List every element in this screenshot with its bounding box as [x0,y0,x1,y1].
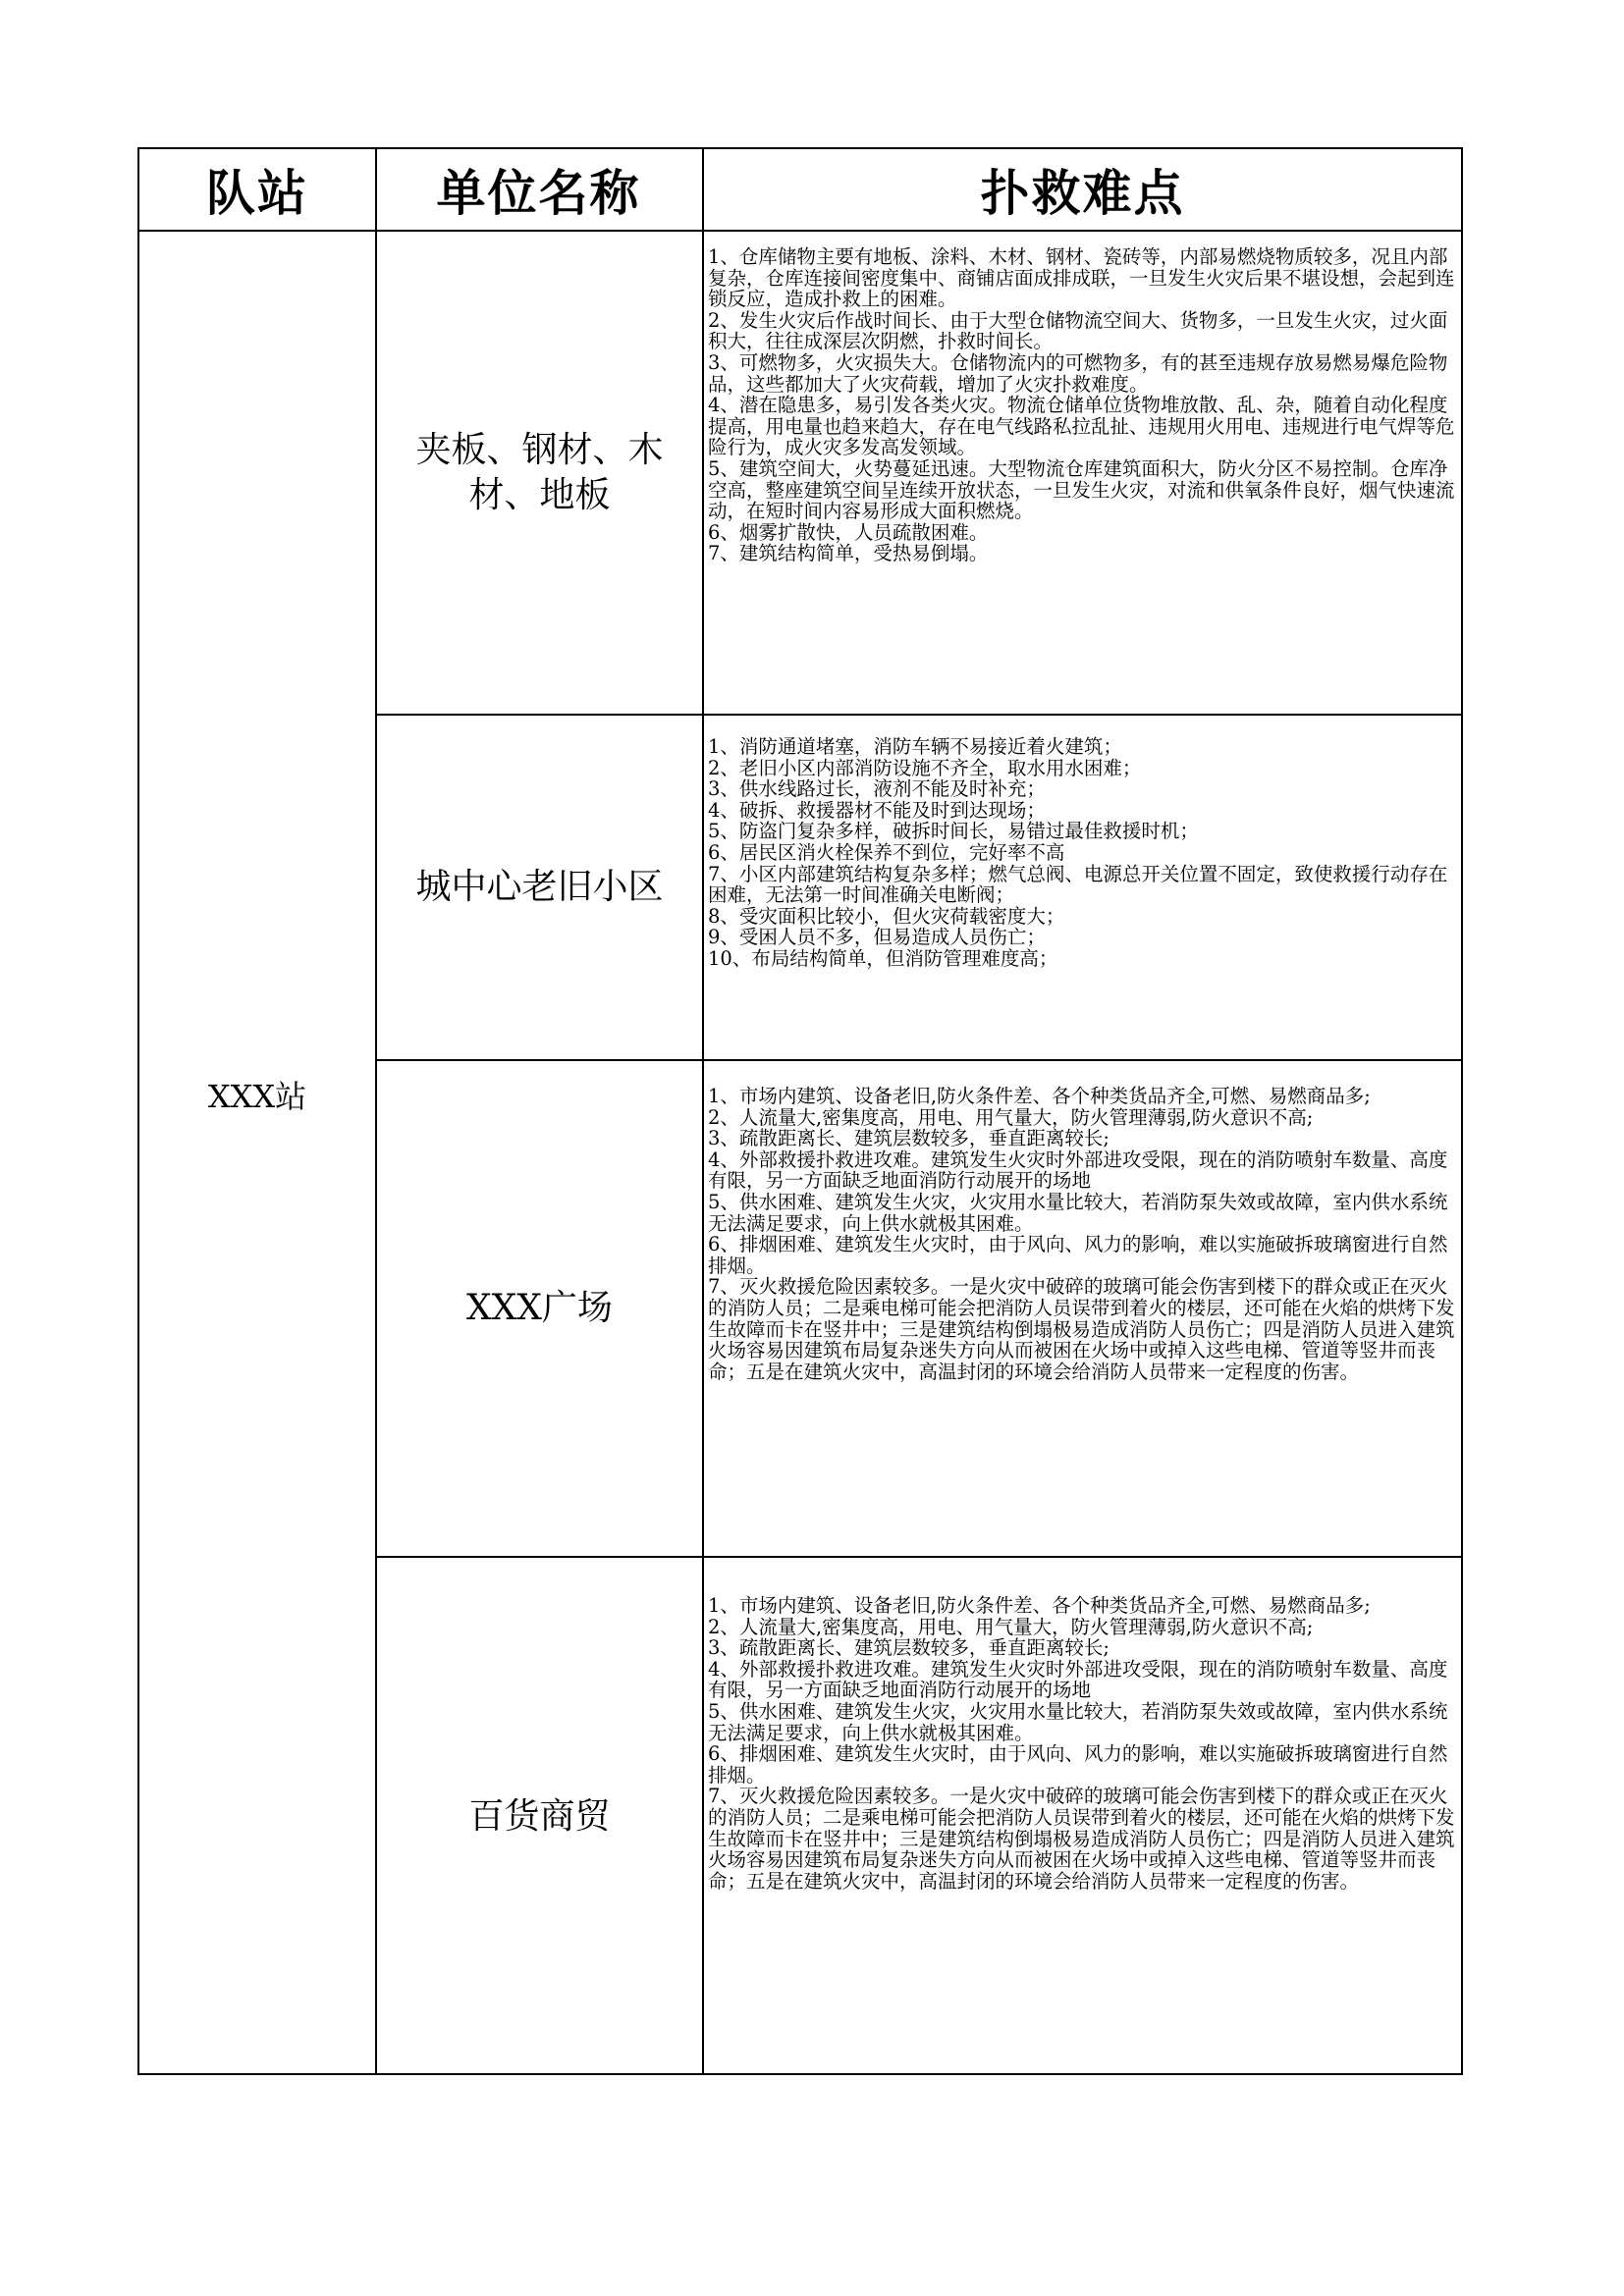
station-name-cell: XXX站 [207,1078,307,1115]
difficulties-cell: 1、市场内建筑、设备老旧,防火条件差、各个种类货品齐全,可燃、易燃商品多; 2、人流量大,密集度高，用电、用气量大，防火管理薄弱,防火意识不高; 3、疏散距离长、建筑层数较多，垂直距离较长; 4、外部救援扑救进攻难。建筑发生火灾时外部进攻受限，现在的消防喷射车数量、高度有限，另一方面缺乏地面消防行动展开的场地 5、供水困难、建筑发生火灾，火灾用水量比较大，若消防泵失效或故障，室内供水系统无法满足要求，向上供水就极其困难。 6、排烟困难、建筑发生火灾时，由于风向、风力的影响，难以实施破拆玻璃窗进行自然排烟。 7、灭火救援危险因素较多。一是火灾中破碎的玻璃可能会伤害到楼下的群众或正在灭火的消防人员；二是乘电梯可能会把消防人员误带到着火的楼层，还可能在火焰的烘烤下发生故障而卡在竖井中；三是建筑结构倒塌极易造成消防人员伤亡；四是消防人员进入建筑火场容易因建筑布局复杂迷失方向从而被困在火场中或掉入这些电梯、管道等竖井而丧命；五是在建筑火灾中，高温封闭的环境会给消防人员带来一定程度的伤害。 [708,1595,1455,1893]
header-station: 队站 [206,165,308,222]
unit-name-cell: 城中心老旧小区 [415,867,664,907]
header-unit-name: 单位名称 [436,165,641,222]
unit-name-cell: XXX广场 [466,1288,613,1328]
difficulties-cell: 1、消防通道堵塞，消防车辆不易接近着火建筑； 2、老旧小区内部消防设施不齐全，取水用水困难； 3、供水线路过长，液剂不能及时补充； 4、破拆、救援器材不能及时到达现场； 5、防盗门复杂多样，破拆时间长，易错过最佳救援时机； 6、居民区消火栓保养不到位，完好率不高 7、小区内部建筑结构复杂多样；燃气总阀、电源总开关位置不固定，致使救援行动存在困难，无法第一时间准确关电断阀； 8、受灾面积比较小，但火灾荷载密度大； 9、受困人员不多，但易造成人员伤亡； 10、布局结构简单，但消防管理难度高； [708,736,1448,970]
header-difficulties: 扑救难点 [980,165,1185,222]
fire-difficulty-table [137,147,1463,2075]
difficulties-cell: 1、仓库储物主要有地板、涂料、木材、钢材、瓷砖等，内部易燃烧物质较多，况且内部复杂，仓库连接间密度集中、商铺店面成排成联，一旦发生火灾后果不堪设想，会起到连锁反应，造成扑救上的困难。 2、发生火灾后作战时间长、由于大型仓储物流空间大、货物多，一旦发生火灾，过火面积大，往往成深层次阴燃，扑救时间长。 3、可燃物多，火灾损失大。仓储物流内的可燃物多，有的甚至违规存放易燃易爆危险物品，这些都加大了火灾荷载，增加了火灾扑救难度。 4、潜在隐患多，易引发各类火灾。物流仓储单位货物堆放散、乱、杂，随着自动化程度提高，用电量也趋来趋大，存在电气线路私拉乱扯、违规用火用电、违规进行电气焊等危险行为，成火灾多发高发领域。 5、建筑空间大，火势蔓延迅速。大型物流仓库建筑面积大，防火分区不易控制。仓库净空高，整座建筑空间呈连续开放状态，一旦发生火灾，对流和供氧条件良好，烟气快速流动，在短时间内容易形成大面积燃烧。 6、烟雾扩散快，人员疏散困难。 7、建筑结构简单，受热易倒塌。 [708,246,1455,565]
unit-name-cell: 夹板、钢材、木材、地板 [415,429,664,515]
unit-name-cell: 百货商贸 [468,1795,611,1837]
difficulties-cell: 1、市场内建筑、设备老旧,防火条件差、各个种类货品齐全,可燃、易燃商品多; 2、人流量大,密集度高，用电、用气量大，防火管理薄弱,防火意识不高; 3、疏散距离长、建筑层数较多，垂直距离较长; 4、外部救援扑救进攻难。建筑发生火灾时外部进攻受限，现在的消防喷射车数量、高度有限，另一方面缺乏地面消防行动展开的场地 5、供水困难、建筑发生火灾，火灾用水量比较大，若消防泵失效或故障，室内供水系统无法满足要求，向上供水就极其困难。 6、排烟困难、建筑发生火灾时，由于风向、风力的影响，难以实施破拆玻璃窗进行自然排烟。 7、灭火救援危险因素较多。一是火灾中破碎的玻璃可能会伤害到楼下的群众或正在灭火的消防人员；二是乘电梯可能会把消防人员误带到着火的楼层，还可能在火焰的烘烤下发生故障而卡在竖井中；三是建筑结构倒塌极易造成消防人员伤亡；四是消防人员进入建筑火场容易因建筑布局复杂迷失方向从而被困在火场中或掉入这些电梯、管道等竖井而丧命；五是在建筑火灾中，高温封闭的环境会给消防人员带来一定程度的伤害。 [708,1086,1455,1383]
